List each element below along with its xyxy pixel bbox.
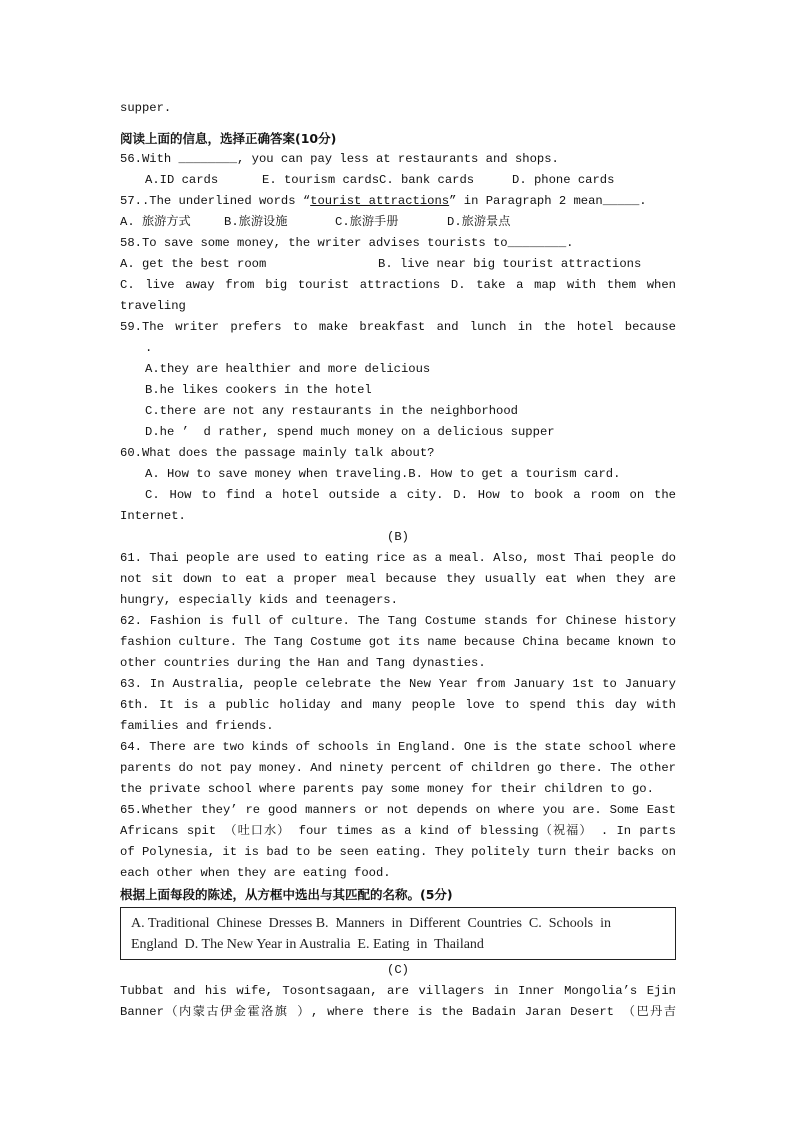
p63-line: 63. In Australia, people celebrate the New Year from January 1st to January — [120, 677, 676, 691]
options-box-line: England D. The New Year in Australia E. Eating in Thailand — [131, 937, 484, 952]
p63-line: 6th. It is a public holiday and many people love to spend this day with — [120, 698, 676, 712]
p65-line: 65.Whether they’ re good manners or not depends on where you are. Some East — [120, 803, 676, 817]
p65-line: Africans spit （吐口水） four times as a kind of blessing（祝福） . In parts — [120, 824, 676, 838]
q56-option-a[interactable]: A.ID cards — [145, 173, 219, 187]
q60-stem: 60.What does the passage mainly talk about? — [120, 446, 435, 460]
q59-dot: . — [145, 341, 153, 355]
q57-option-d[interactable]: D.旅游景点 — [447, 215, 511, 229]
q59-option-c[interactable]: C.there are not any restaurants in the neighborhood — [145, 404, 518, 418]
p65-line: each other when they are eating food. — [120, 866, 391, 880]
q58-options-ab — [120, 254, 676, 275]
q58-options-cd[interactable]: C. live away from big tourist attractions D. take a map with them when — [120, 278, 676, 292]
q56-option-c[interactable]: C. bank cards — [379, 173, 475, 187]
p61-line: 61. Thai people are used to eating rice as a meal. Also, most Thai people do — [120, 551, 676, 565]
q58-option-a[interactable]: A. get the best room — [120, 257, 267, 271]
text-line: supper. — [120, 101, 172, 115]
q59-option-b[interactable]: B.he likes cookers in the hotel — [145, 383, 372, 397]
q57-option-b[interactable]: B.旅游设施 — [224, 215, 288, 229]
q60-options-line1[interactable]: A. How to save money when traveling.B. How to get a tourism card. — [145, 467, 621, 481]
p62-line: other countries during the Han and Tang dynasties. — [120, 656, 486, 670]
q60-options-line2[interactable]: C. How to find a hotel outside a city. D. How to book a room on the — [145, 488, 676, 502]
q57-stem — [120, 191, 676, 212]
q57-stem-pre: 57..The underlined words “ — [120, 194, 311, 208]
p64-line: the private school where parents pay some money for their children to go. — [120, 782, 654, 796]
q56-option-b[interactable]: E. tourism cards — [262, 173, 380, 187]
q58-stem: 58.To save some money, the writer advises tourists to________. — [120, 236, 574, 250]
p61-line: hungry, especially kids and teenagers. — [120, 593, 398, 607]
section-b-label: (B) — [387, 530, 409, 544]
options-box-line: A. Traditional Chinese Dresses B. Manners in Different Countries C. Schools in — [131, 916, 611, 931]
q57-option-a[interactable]: A. 旅游方式 — [120, 215, 191, 229]
q56-stem: 56.With ________, you can pay less at restaurants and shops. — [120, 152, 559, 166]
passage-c-line: Tubbat and his wife, Tosontsagaan, are villagers in Inner Mongolia’s Ejin — [120, 984, 676, 998]
section-a-heading: 阅读上面的信息，选择正确答案(10分) — [120, 131, 337, 146]
q56-options — [120, 170, 676, 191]
q59-option-d[interactable]: D.he ’ d rather, spend much money on a delicious supper — [145, 425, 555, 439]
p62-line: fashion culture. The Tang Costume got its name because China became known to — [120, 635, 676, 649]
q59-option-a[interactable]: A.they are healthier and more delicious — [145, 362, 431, 376]
q59-stem: 59.The writer prefers to make breakfast and lunch in the hotel because — [120, 320, 676, 334]
options-box — [120, 907, 676, 960]
q57-underlined-words: tourist attractions — [310, 194, 450, 208]
p61-line: not sit down to eat a proper meal because they usually eat when they are — [120, 572, 676, 586]
p64-line: parents do not pay money. And ninety percent of children go there. The other — [120, 761, 676, 775]
q58-options-cd-cont: traveling — [120, 299, 186, 313]
q56-option-d[interactable]: D. phone cards — [512, 173, 615, 187]
p62-line: 62. Fashion is full of culture. The Tang Costume stands for Chinese history — [120, 614, 676, 628]
q57-option-c[interactable]: C.旅游手册 — [335, 215, 399, 229]
q58-option-b[interactable]: B. live near big tourist attractions — [378, 257, 642, 271]
q57-options — [120, 212, 676, 233]
document-page — [120, 98, 676, 1023]
q57-blank: _____. — [602, 194, 647, 208]
p63-line: families and friends. — [120, 719, 274, 733]
q57-stem-mid: ” in Paragraph 2 mean — [449, 194, 603, 208]
section-b-heading: 根据上面每段的陈述，从方框中选出与其匹配的名称。(5分) — [120, 887, 453, 902]
q60-options-line3: Internet. — [120, 509, 186, 523]
p65-line: of Polynesia, it is bad to be seen eating. They politely turn their backs on — [120, 845, 676, 859]
passage-c-line: Banner（内蒙古伊金霍洛旗 ）, where there is the Badain Jaran Desert （巴丹吉 — [120, 1005, 676, 1019]
p64-line: 64. There are two kinds of schools in England. One is the state school where — [120, 740, 676, 754]
section-c-label: (C) — [387, 963, 409, 977]
